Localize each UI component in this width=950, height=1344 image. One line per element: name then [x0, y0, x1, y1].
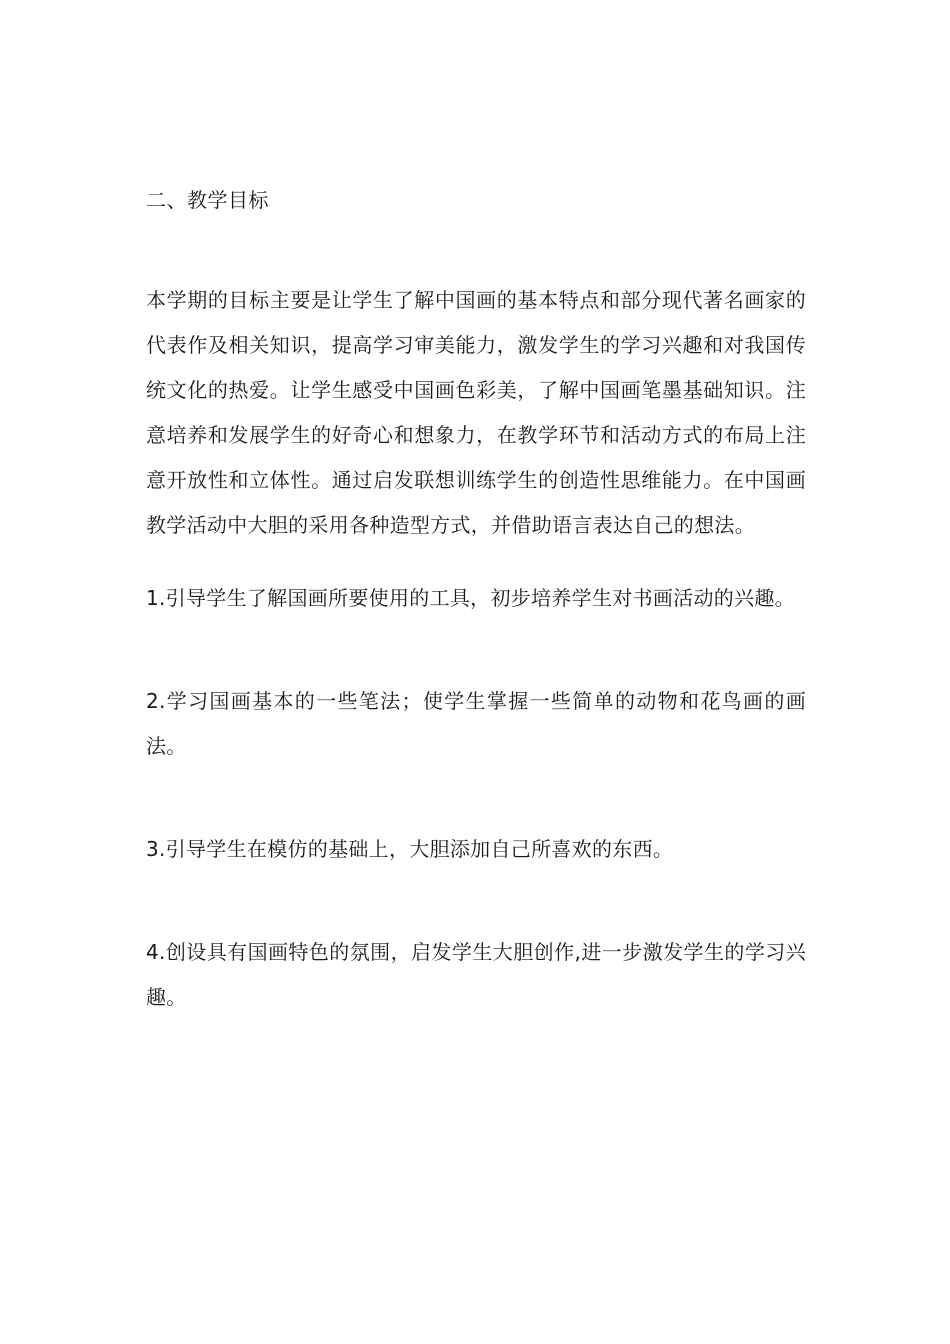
document-body — [146, 180, 806, 1020]
goal-item-1: 1.引导学生了解国画所要使用的工具，初步培养学生对书画活动的兴趣。 — [146, 586, 795, 610]
section-heading: 二、教学目标 — [146, 188, 269, 212]
intro-paragraph: 本学期的目标主要是让学生了解中国画的基本特点和部分现代著名画家的代表作及相关知识，提高学习审美能力，激发学生的学习兴趣和对我国传统文化的热爱。让学生感受中国画色彩美，了解中国画笔墨基础知识。注意培养和发展学生的好奇心和想象力，在教学环节和活动方式的布局上注意开放性和立体性。通过启发联想训练学生的创造性思维能力。在中国画教学活动中大胆的采用各种造型方式，并借助语言表达自己的想法。 — [146, 288, 806, 537]
goal-item-4: 4.创设具有国画特色的氛围，启发学生大胆创作,进一步激发学生的学习兴趣。 — [146, 940, 806, 1009]
goal-item-3: 3.引导学生在模仿的基础上，大胆添加自己所喜欢的东西。 — [146, 837, 674, 861]
goal-item-2: 2.学习国画基本的一些笔法；使学生掌握一些简单的动物和花鸟画的画法。 — [146, 689, 806, 758]
